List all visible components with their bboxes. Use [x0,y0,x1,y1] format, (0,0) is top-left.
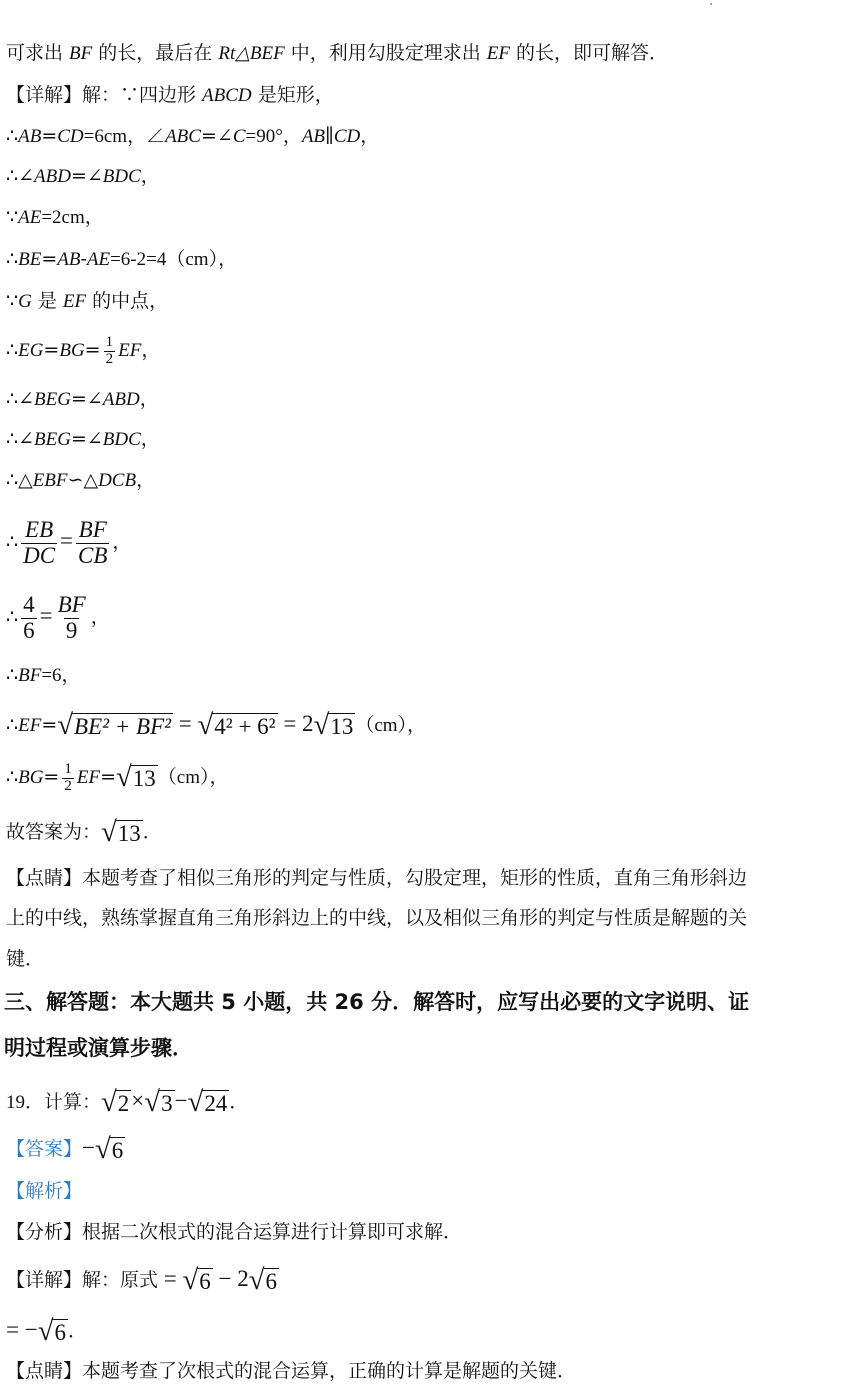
text-line: ∴∠BEG=∠ABD， [6,388,159,410]
text-line: 键． [6,948,45,970]
text-line: 【详解】解：原式 = √ 6 − 2 √ 6 [6,1264,278,1297]
sqrt: √ 24 [187,1086,228,1119]
text-line: ∴ $\frac{4}{6}$ = $\frac{BF}{9}$ ， [6,592,110,643]
text-line: ∴BF=6， [6,664,81,686]
text-line: ∵AE=2cm， [6,206,104,228]
sqrt: √ 13 [313,709,354,742]
text-line: 【分析】根据二次根式的混合运算进行计算即可求解． [6,1221,463,1243]
sqrt: √ 6 [182,1264,211,1297]
section-heading: 三、解答题：本大题共 5 小题，共 26 分．解答时，应写出必要的文字说明、证 [4,990,750,1014]
text-line: ∴△EBF∽△DCB， [6,469,156,491]
text-line: ∴AB=CD=6cm，∠ABC=∠C=90°，AB∥CD， [6,125,380,147]
answer-tag: 【答案】 [6,1138,83,1160]
text-line: = − √ 6 ． [6,1315,87,1348]
scan-dot [710,3,712,5]
analysis-tag: 【解析】 [6,1180,83,1202]
text-line: 上的中线，熟练掌握直角三角形斜边上的中线，以及相似三角形的判定与性质是解题的关 [6,907,748,929]
sqrt: √ 3 [144,1086,173,1119]
fraction: $\frac{1}{2}$ [105,333,114,367]
text-line: ∴∠ABD=∠BDC， [6,165,160,187]
text-line: 可求出 BF 的长，最后在 Rt△BEF 中，利用勾股定理求出 EF 的长，即可解答． [6,42,669,64]
sqrt: √ BE² + BF² [57,709,172,742]
text-line: ∴BG= $\frac{1}{2}$ EF= √ 13 （cm）， [6,760,229,794]
text-line: ∴EG=BG= $\frac{1}{2}$ EF， [6,333,161,367]
question-19: 19．计算： √ 2 × √ 3 − √ 24 ． [6,1086,249,1119]
sqrt: √ 4² + 6² [197,709,276,742]
sqrt: √ 13 [115,761,156,794]
text-line: 故答案为： √ 13 ． [6,816,162,849]
fraction: $\frac{1}{2}$ [64,760,72,794]
text-line: ∴∠BEG=∠BDC， [6,428,160,450]
fraction: $\frac{EB}{DC}$ [23,517,56,568]
text-line: ∴ $\frac{EB}{DC}$ = $\frac{BF}{CB}$ ， [6,517,132,568]
fraction: $\frac{BF}{CB}$ [78,517,108,568]
sqrt: √ 6 [95,1133,124,1166]
text-line: 【点睛】本题考查了相似三角形的判定与性质，勾股定理，矩形的性质，直角三角形斜边 [6,867,748,889]
sqrt: √ 2 [101,1086,130,1119]
text-line: 【详解】解：∵四边形 ABCD 是矩形， [6,84,334,106]
fraction: $\frac{BF}{9}$ [57,592,86,643]
fraction: $\frac{4}{6}$ [23,592,35,643]
text-line: 【点睛】本题考查了次根式的混合运算，正确的计算是解题的关键． [6,1360,577,1382]
text-line: ∵G 是 EF 的中点， [6,290,169,312]
text-line: ∴EF= √ BE² + BF² = √ 4² + 6² = 2 √ 13 （cm）， [6,709,427,742]
sqrt: √ 13 [101,816,141,849]
text-line: ∴BE=AB-AE=6-2=4（cm）， [6,248,238,270]
sqrt: √ 6 [248,1264,278,1297]
section-heading: 明过程或演算步骤． [4,1036,193,1060]
sqrt: √ 6 [37,1315,66,1348]
answer-line: 【答案】− √ 6 [6,1133,124,1166]
